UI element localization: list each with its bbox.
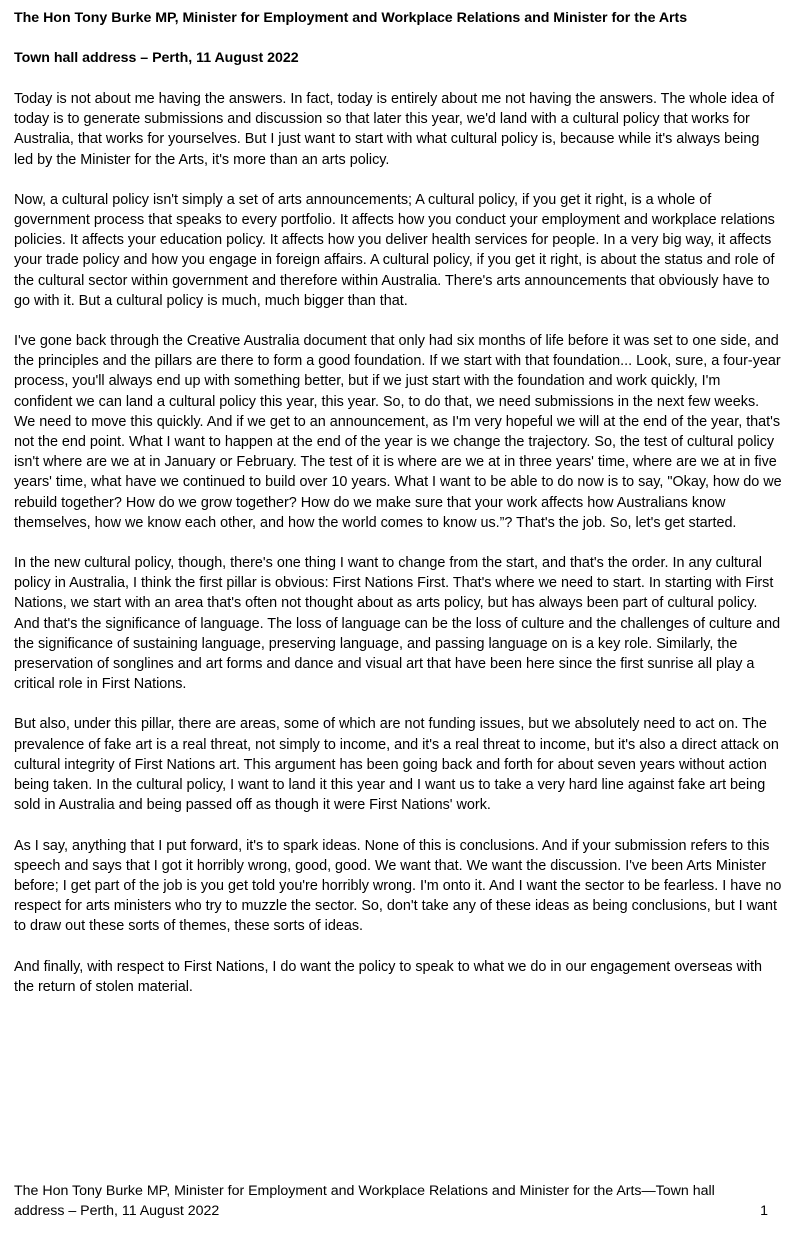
heading-spacer [14, 28, 782, 48]
document-body [14, 89, 782, 997]
page-footer [14, 1181, 782, 1221]
document-title: The Hon Tony Burke MP, Minister for Employment and Workplace Relations and Minister for the Arts [14, 10, 688, 26]
document-subtitle: Town hall address – Perth, 11 August 2022 [14, 50, 299, 66]
page-number: 1 [760, 1202, 768, 1219]
paragraph: Now, a cultural policy isn't simply a set of arts announcements; A cultural policy, if you get it right, is a whole of government process that speaks to every portfolio. It affects how you conduct your employment and workplace relations policies. It affects your education policy. It affects how you deliver health services for people. In a very big way, it affects your trade policy and how you engage in foreign affairs. A cultural policy, if you get it right, is about the status and role of the cultural sector within government and therefore within Australia. There's arts announcements that obviously have to go with it. But a cultural policy is much, much bigger than that. [14, 191, 775, 309]
paragraph: But also, under this pillar, there are areas, some of which are not funding issues, but we absolutely need to act on. The prevalence of fake art is a real threat, not simply to income, and it's a real threat to income, but it's also a direct attack on cultural integrity of First Nations art. This argument has been going back and forth for about seven years without action being taken. In the cultural policy, I want to land it this year and I want us to take a very hard line against fake art being sold in Australia and being passed off as though it were First Nations' work. [14, 716, 779, 814]
paragraph: I've gone back through the Creative Australia document that only had six months of life before it was set to one side, and the principles and the pillars are there to form a good foundation. If we start with that foundation... Look, sure, a four-year process, you'll always end up with something better, but if we just start with the foundation and work quickly, I'm confident we can land a cultural policy this year, this year. So, to do that, we need submissions in the next few weeks. We need to move this quickly. And if we get to an announcement, as I'm very hopeful we will at the end of the year, that's not the end point. What I want to happen at the end of the year is we change the trajectory. So, the test of cultural policy isn't where are we at in January or February. The test of it is where are we at in three years' time, where are we at in five years' time, what have we continued to build over 10 years. What I want to be able to do now is to say, "Okay, how do we rebuild together? How do we grow together? How do we make sure that your work affects how Australians know themselves, how we know each other, and how the world comes to know us.”? That's the job. So, let's get started. [14, 333, 782, 531]
footer-line-1: The Hon Tony Burke MP, Minister for Employment and Workplace Relations and Minister for the Arts—Town hall [14, 1182, 715, 1199]
paragraph: In the new cultural policy, though, there's one thing I want to change from the start, and that's the order. In any cultural policy in Australia, I think the first pillar is obvious: First Nations First. That's where we need to start. In starting with First Nations, we start with an area that's often not thought about as arts policy, but has always been part of cultural policy. And that's the significance of language. The loss of language can be the loss of culture and the challenges of culture and the significance of sustaining language, preserving language, and passing language on is a key role. Similarly, the preservation of songlines and art forms and dance and visual art that have been here since the first sunrise all play a critical role in First Nations. [14, 555, 781, 693]
paragraph: As I say, anything that I put forward, it's to spark ideas. None of this is conclusions. And if your submission refers to this speech and says that I got it horribly wrong, good, good. We want that. We want the discussion. I've been Arts Minister before; I get part of the job is you get told you're horribly wrong. I'm onto it. And I want the sector to be fearless. I have no respect for arts ministers who try to muzzle the sector. So, don't take any of these ideas as being conclusions, but I want to draw out these sorts of themes, these sorts of ideas. [14, 837, 782, 935]
paragraph: And finally, with respect to First Nations, I do want the policy to speak to what we do in our engagement overseas with the return of stolen material. [14, 958, 763, 995]
paragraph: Today is not about me having the answers. In fact, today is entirely about me not having the answers. The whole idea of today is to generate submissions and discussion so that later this year, we'd land with a cultural policy that works for Australia, that works for yourselves. But I just want to start with what cultural policy is, because while it's always being led by the Minister for the Arts, it's more than an arts policy. [14, 91, 775, 168]
footer-line-2: address – Perth, 11 August 2022 [14, 1202, 220, 1219]
footer-bottom-row [14, 1201, 782, 1221]
